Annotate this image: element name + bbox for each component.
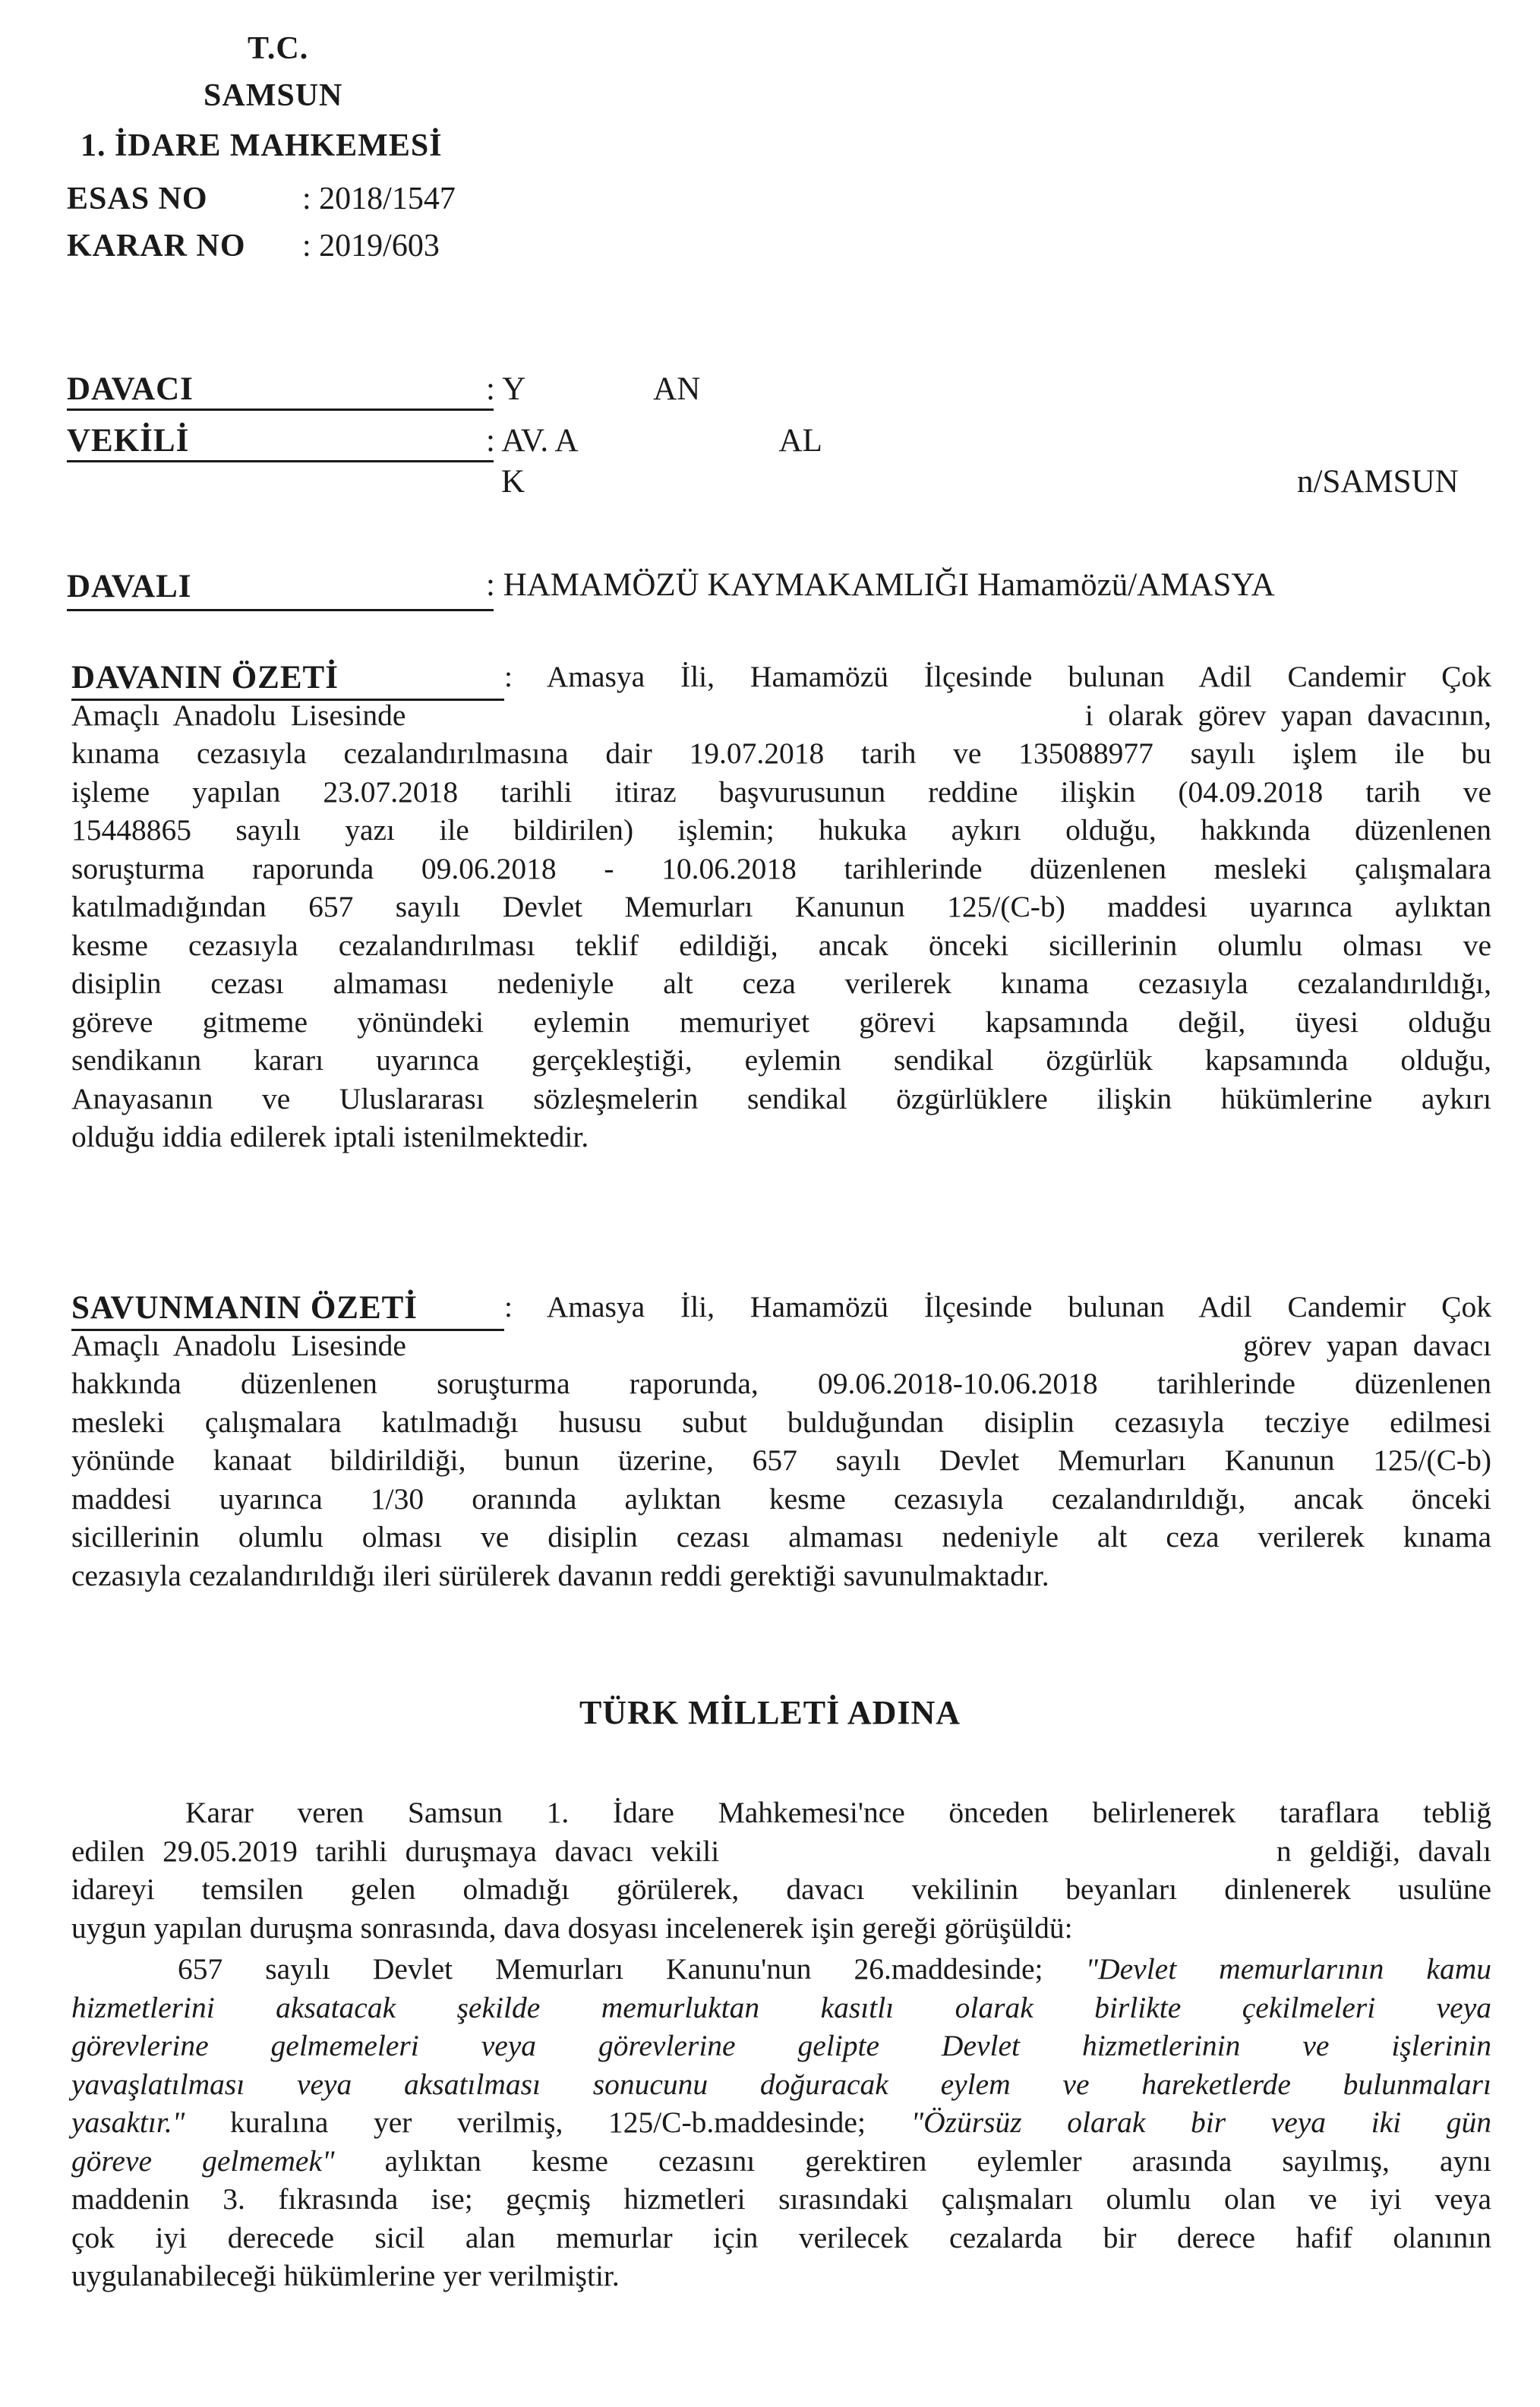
ozet-line: sendikanın kararı uyarınca gerçekleştiği, eylemin sendikal özgürlük kapsamında olduğu,: [71, 1043, 1491, 1077]
vekil-label: VEKİLİ: [67, 423, 190, 459]
ozet-line: kınama cezasıyla cezalandırılmasına dair 19.07.2018 tarih ve 135088977 sayılı işlem ile bu: [71, 737, 1491, 770]
savunma-line: yönünde kanaat bildirildiği, bunun üzerine, 657 sayılı Devlet Memurları Kanunun 125/(C-b): [71, 1443, 1491, 1477]
law-line: maddenin 3. fıkrasında ise; geçmiş hizmetleri sırasındaki çalışmaları olumlu olan ve iyi veya: [71, 2182, 1491, 2216]
karar-no-value: : 2019/603: [302, 229, 440, 263]
decision-line: edilen 29.05.2019 tarihli duruşmaya davacı vekili n geldiği, davalı: [71, 1834, 1491, 1868]
decision-para-1: [71, 1793, 1491, 1947]
city-label: SAMSUN: [204, 78, 343, 113]
ozet-line-first: : Amasya İli, Hamamözü İlçesinde bulunan Adil Candemir Çok: [504, 660, 1491, 693]
savunma-line: mesleki çalışmalara katılmadığı hususu subut bulduğundan disiplin cezasıyla tecziye edilmesi: [71, 1405, 1491, 1439]
ozet-line: işleme yapılan 23.07.2018 tarihli itiraz başvurusunun reddine ilişkin (04.09.2018 tarih ve: [71, 774, 1491, 809]
law-line-last: uygulanabileceği hükümlerine yer verilmiştir.: [71, 2259, 620, 2292]
ozet-line: kesme cezasıyla cezalandırılması teklif edildiği, ancak önceki sicillerinin olumlu olması ve: [71, 928, 1491, 962]
ozet-line: katılmadığından 657 sayılı Devlet Memurları Kanunun 125/(C-b) maddesi uyarınca aylıktan: [71, 890, 1491, 923]
savunma-line-last: cezasıyla cezalandırıldığı ileri sürülerek davanın reddi gerektiği savunulmaktadır.: [71, 1558, 1049, 1592]
decision-line: idareyi temsilen gelen olmadığı görülerek, davacı vekilinin beyanları dinlenerek usulüne: [71, 1872, 1491, 1906]
law-quote-line: hizmetlerini aksatacak şekilde memurluktan kasıtlı olarak birlikte çekilmeleri veya: [71, 1990, 1491, 2024]
vekil-address-start: K: [501, 464, 525, 500]
ozet-line: Anayasanın ve Uluslararası sözleşmelerin sendikal özgürlüklere ilişkin hükümlerine aykırı: [71, 1081, 1491, 1115]
davanin-ozeti-label: DAVANIN ÖZETİ: [71, 660, 339, 696]
law-text: 657 sayılı Devlet Memurları Kanunu'nun 26.maddesinde;: [178, 1952, 1086, 1986]
esas-no-label: ESAS NO: [67, 181, 208, 216]
davaci-label: DAVACI: [67, 371, 194, 407]
court-name: 1. İDARE MAHKEMESİ: [80, 128, 443, 163]
savunma-line: maddesi uyarınca 1/30 oranında aylıktan kesme cezasıyla cezalandırıldığı, ancak önceki: [71, 1481, 1491, 1516]
law-quote-line: görevlerine gelmemeleri veya görevlerine gelipte Devlet hizmetlerinin ve işlerinin: [71, 2029, 1491, 2062]
davanin-ozeti-text: [71, 658, 1491, 1156]
savunma-line: Amaçlı Anadolu Lisesinde görev yapan davacı: [71, 1328, 1491, 1362]
savunmanin-ozeti-text: [71, 1288, 1491, 1595]
esas-no-value: : 2018/1547: [302, 181, 456, 216]
ozet-line: göreve gitmeme yönündeki eylemin memuriyet görevi kapsamında değil, üyesi olduğu: [71, 1005, 1491, 1039]
law-quote: "Devlet memurlarının kamu: [1085, 1952, 1491, 1986]
ozet-line: soruşturma raporunda 09.06.2018 - 10.06.2018 tarihlerinde düzenlenen mesleki çalışmalara: [71, 851, 1491, 885]
ozet-line: 15448865 sayılı yazı ile bildirilen) işlemin; hukuka aykırı olduğu, hakkında düzenlenen: [71, 813, 1491, 847]
savunma-line-first: : Amasya İli, Hamamözü İlçesinde bulunan Adil Candemir Çok: [504, 1290, 1491, 1323]
law-quote: "Özürsüz olarak bir veya iki gün: [910, 2106, 1491, 2139]
decision-line: Karar veren Samsun 1. İdare Mahkemesi'nce önceden belirlenerek taraflara tebliğ: [185, 1796, 1491, 1829]
decision-line-last: uygun yapılan duruşma sonrasında, dava dosyası incelenerek işin gereği görüşüldü:: [71, 1910, 1073, 1945]
law-quote-line: yavaşlatılması veya aksatılması sonucunu doğuracak eylem ve hareketlerde bulunmaları: [71, 2067, 1491, 2101]
law-line: çok iyi derecede sicil alan memurlar için verilecek cezalarda bir derece hafif olanının: [71, 2220, 1491, 2254]
davaci-underline: [67, 409, 494, 411]
law-line: [71, 1950, 1491, 1989]
vekil-address-end: n/SAMSUN: [1297, 464, 1459, 500]
davaci-value: : Y AN: [486, 371, 701, 407]
decision-para-2: [71, 1950, 1491, 2295]
law-text: kuralına yer verilmiş, 125/C-b.maddesinde;: [185, 2106, 911, 2139]
law-quote: yasaktır.": [71, 2106, 185, 2139]
ozet-line: disiplin cezası almaması nedeniyle alt ceza verilerek kınama cezasıyla cezalandırıldığı,: [71, 967, 1491, 1000]
davali-label: DAVALI: [67, 569, 192, 604]
vekil-value: : AV. A AL: [486, 423, 822, 459]
vekil-underline: [67, 460, 494, 462]
ozet-line: Amaçlı Anadolu Lisesinde i olarak görev yapan davacının,: [71, 698, 1491, 732]
davali-underline: [67, 609, 494, 611]
ozet-line-last: olduğu iddia edilerek iptali istenilmektedir.: [71, 1120, 589, 1153]
savunma-line: sicillerinin olumlu olması ve disiplin cezası almaması nedeniyle alt ceza verilerek kınama: [71, 1520, 1491, 1554]
karar-no-label: KARAR NO: [67, 229, 246, 263]
davali-value: : HAMAMÖZÜ KAYMAKAMLIĞI Hamamözü/AMASYA: [486, 567, 1275, 603]
savunma-line: hakkında düzenlenen soruşturma raporunda, 09.06.2018-10.06.2018 tarihlerinde düzenlenen: [71, 1367, 1491, 1400]
law-line: [71, 2142, 1491, 2181]
country-label: T.C.: [248, 31, 309, 66]
judgment-title: TÜRK MİLLETİ ADINA: [579, 1694, 961, 1731]
law-quote: göreve gelmemek": [71, 2144, 335, 2178]
law-text: aylıktan kesme cezasını gerektiren eylemler arasında sayılmış, aynı: [334, 2144, 1491, 2178]
savunmanin-ozeti-label: SAVUNMANIN ÖZETİ: [71, 1290, 418, 1326]
law-line: [71, 2103, 1491, 2142]
